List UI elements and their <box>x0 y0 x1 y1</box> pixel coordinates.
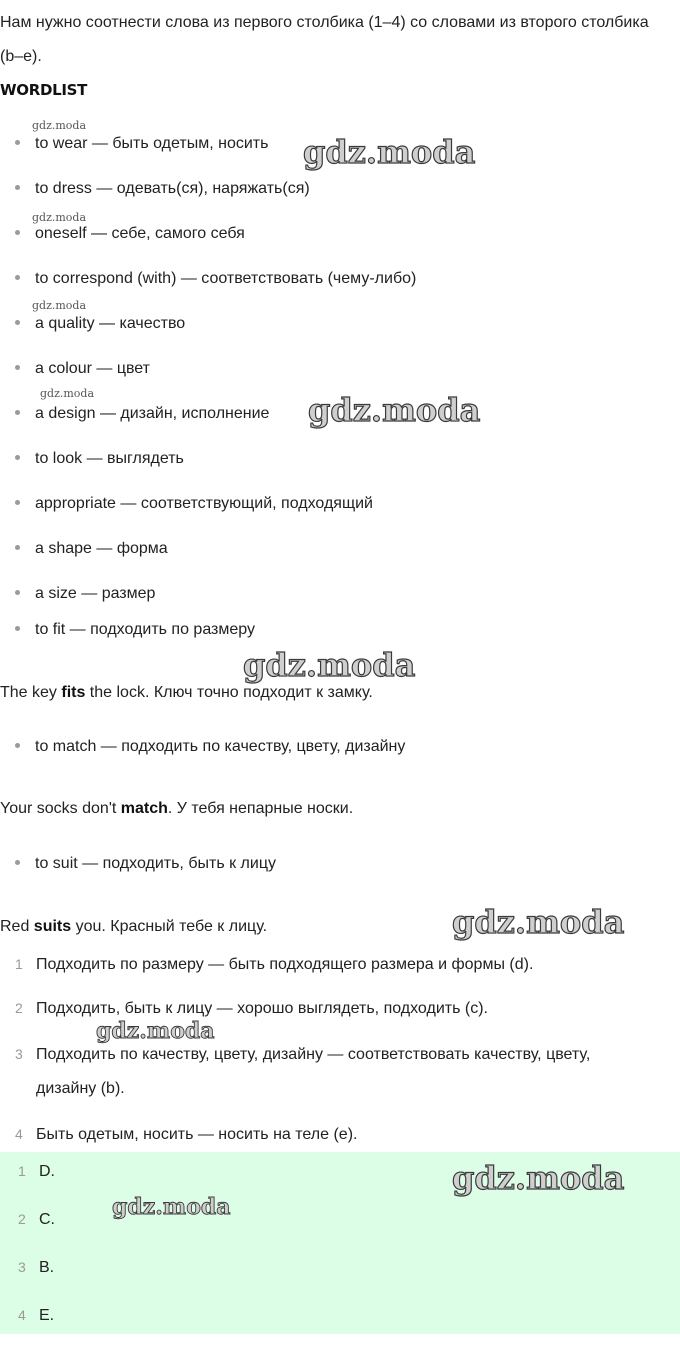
bullet-icon <box>15 365 20 370</box>
watermark: gdz.moda <box>40 387 95 400</box>
bullet-icon <box>15 626 20 631</box>
watermark: gdz.moda <box>243 646 416 684</box>
wordlist-item: a shape — форма <box>15 537 168 561</box>
wordlist-item: oneself — себе, самого себя <box>15 222 245 246</box>
example-sentence: Red suits you. Красный тебе к лицу. <box>0 918 268 935</box>
bullet-icon <box>15 320 20 325</box>
numbered-item: 3 Подходить по качеству, цвету, дизайну — соответствовать качеству, цвету, <box>15 1046 591 1063</box>
watermark: gdz.moda <box>308 391 481 429</box>
bullet-icon <box>15 860 20 865</box>
wordlist-item: to fit — подходить по размеру <box>15 618 255 642</box>
wordlist-item: a design — дизайн, исполнение <box>15 402 269 426</box>
watermark: gdz.moda <box>32 299 87 312</box>
answer-item: 3 B. <box>18 1259 55 1276</box>
wordlist-heading: WORDLIST <box>0 81 88 99</box>
numbered-item: 2 Подходить, быть к лицу — хорошо выглядеть, подходить (c). <box>15 1000 488 1017</box>
bullet-icon <box>15 185 20 190</box>
task-intro: Нам нужно соотнести слова из первого столбика (1–4) со словами из второго столбика (b–e). <box>0 14 649 65</box>
watermark: gdz.moda <box>452 1159 625 1197</box>
bullet-icon <box>15 275 20 280</box>
wordlist-item: to dress — одевать(ся), наряжать(ся) <box>15 177 310 201</box>
answer-item: 1 D. <box>18 1163 55 1180</box>
bullet-icon <box>15 410 20 415</box>
wordlist-item: to wear — быть одетым, носить <box>15 132 268 156</box>
watermark: gdz.moda <box>112 1194 231 1220</box>
watermark: gdz.moda <box>32 211 87 224</box>
wordlist-item: a quality — качество <box>15 312 185 336</box>
answer-item: 2 C. <box>18 1211 55 1228</box>
bullet-icon <box>15 230 20 235</box>
bullet-icon <box>15 455 20 460</box>
wordlist-item: to match — подходить по качеству, цвету, дизайну <box>15 735 405 759</box>
watermark: gdz.moda <box>32 119 87 132</box>
watermark: gdz.moda <box>452 903 625 941</box>
bullet-icon <box>15 743 20 748</box>
wordlist-item: to suit — подходить, быть к лицу <box>15 852 276 876</box>
bullet-icon <box>15 500 20 505</box>
watermark: gdz.moda <box>303 133 476 171</box>
answer-item: 4 E. <box>18 1307 55 1324</box>
numbered-item-continuation: дизайну (b). <box>36 1080 125 1097</box>
wordlist-item: to look — выглядеть <box>15 447 184 471</box>
wordlist-item: a colour — цвет <box>15 357 150 381</box>
watermark: gdz.moda <box>96 1018 215 1044</box>
bullet-icon <box>15 140 20 145</box>
example-sentence: Your socks don't match. У тебя непарные носки. <box>0 800 354 817</box>
wordlist-item: a size — размер <box>15 582 155 606</box>
numbered-item: 4 Быть одетым, носить — носить на теле (e). <box>15 1126 358 1143</box>
answers-panel <box>0 1152 680 1334</box>
example-sentence: The key fits the lock. Ключ точно подходит к замку. <box>0 684 373 701</box>
numbered-item: 1 Подходить по размеру — быть подходящего размера и формы (d). <box>15 956 534 973</box>
bullet-icon <box>15 545 20 550</box>
bullet-icon <box>15 590 20 595</box>
wordlist-item: appropriate — соответствующий, подходящий <box>15 492 373 516</box>
wordlist-item: to correspond (with) — соответствовать (чему-либо) <box>15 267 416 291</box>
